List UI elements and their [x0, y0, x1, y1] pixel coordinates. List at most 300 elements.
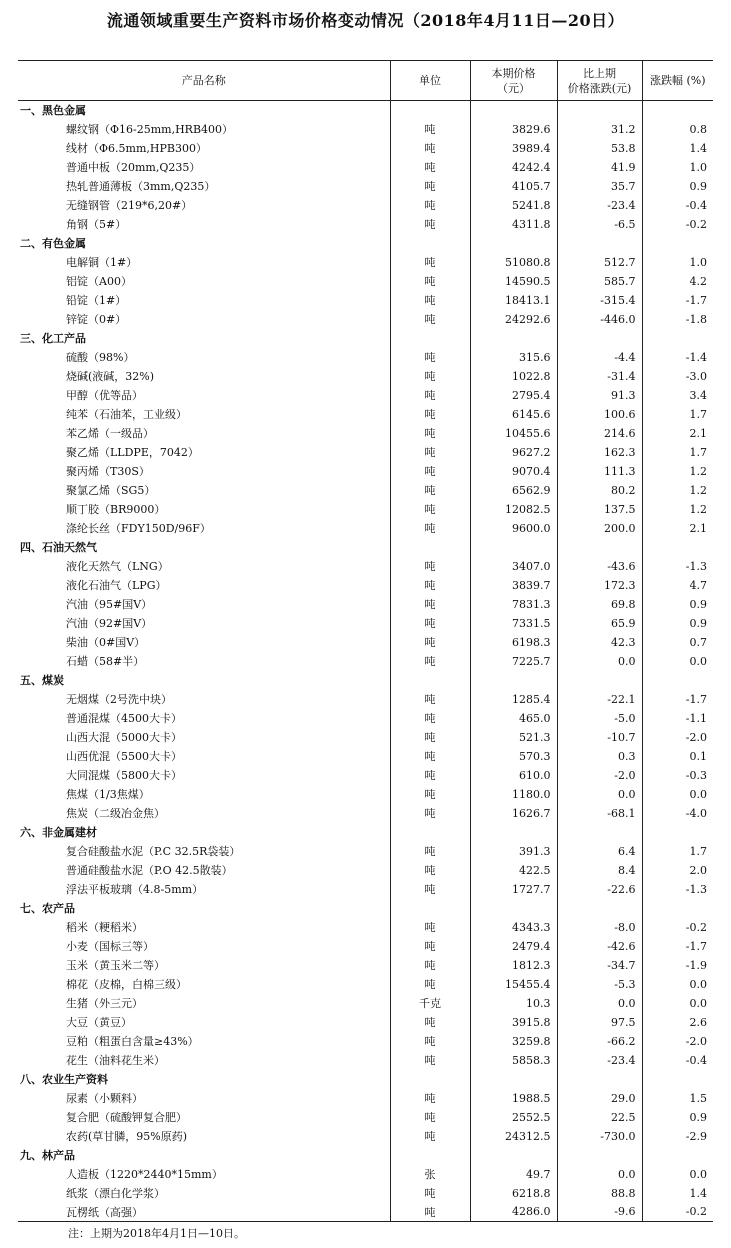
product-name: 大豆（黄豆）: [66, 1016, 132, 1029]
product-name: 生猪（外三元）: [66, 997, 143, 1010]
product-unit: 吨: [390, 196, 470, 215]
table-row: [18, 804, 713, 823]
product-price-change: 0.3: [557, 747, 642, 766]
product-price-change: 137.5: [557, 500, 642, 519]
product-change-percent: -1.3: [642, 557, 713, 576]
product-price: 3915.8: [470, 1013, 557, 1032]
category-unit-cell: [390, 671, 470, 690]
product-name: 普通硅酸盐水泥（P.O 42.5散装）: [66, 864, 233, 877]
table-row: [18, 386, 713, 405]
product-change-percent: 1.0: [642, 253, 713, 272]
header-current-price-line2: （元）: [497, 81, 530, 95]
product-unit: 吨: [390, 709, 470, 728]
product-price-change: 214.6: [557, 424, 642, 443]
category-price-cell: [470, 823, 557, 842]
product-price: 9070.4: [470, 462, 557, 481]
product-price: 4286.0: [470, 1203, 557, 1222]
product-name: 普通中板（20mm,Q235）: [66, 161, 201, 174]
product-name: 汽油（95#国Ⅴ）: [66, 598, 153, 611]
product-price: 610.0: [470, 766, 557, 785]
product-unit: 吨: [390, 1051, 470, 1070]
table-row: [18, 291, 713, 310]
product-price: 2795.4: [470, 386, 557, 405]
product-unit: 吨: [390, 519, 470, 538]
product-price: 6145.6: [470, 405, 557, 424]
product-unit: 吨: [390, 405, 470, 424]
product-price: 5241.8: [470, 196, 557, 215]
table-row: [18, 177, 713, 196]
product-price: 1812.3: [470, 956, 557, 975]
product-change-percent: -2.9: [642, 1127, 713, 1146]
table-row: [18, 1013, 713, 1032]
category-unit-cell: [390, 234, 470, 253]
product-price-change: 80.2: [557, 481, 642, 500]
category-pct-cell: [642, 538, 713, 557]
product-price: 5858.3: [470, 1051, 557, 1070]
product-price-change: -22.6: [557, 880, 642, 899]
product-name: 大同混煤（5800大卡）: [66, 769, 182, 782]
product-name: 螺纹钢（Φ16-25mm,HRB400）: [66, 123, 234, 136]
product-price: 1180.0: [470, 785, 557, 804]
category-row: [18, 234, 713, 253]
category-pct-cell: [642, 234, 713, 253]
product-price: 14590.5: [470, 272, 557, 291]
table-row: [18, 937, 713, 956]
table-row: [18, 595, 713, 614]
product-price-change: 35.7: [557, 177, 642, 196]
product-price: 3839.7: [470, 576, 557, 595]
product-price: 2479.4: [470, 937, 557, 956]
product-price-change: 31.2: [557, 120, 642, 139]
product-price: 4343.3: [470, 918, 557, 937]
product-change-percent: 2.1: [642, 424, 713, 443]
product-price-change: -8.0: [557, 918, 642, 937]
category-pct-cell: [642, 1146, 713, 1165]
product-change-percent: 0.7: [642, 633, 713, 652]
category-label: 四、石油天然气: [20, 541, 97, 554]
product-unit: 吨: [390, 481, 470, 500]
product-name: 聚丙烯（T30S）: [66, 465, 150, 478]
product-price-change: 0.0: [557, 785, 642, 804]
category-label: 七、农产品: [20, 902, 75, 915]
price-table: [18, 60, 713, 1222]
product-name: 瓦楞纸（高强）: [18, 1203, 390, 1222]
product-price: 24312.5: [470, 1127, 557, 1146]
table-row: [18, 861, 713, 880]
product-name: 复合硅酸盐水泥（P.C 32.5R袋装）: [66, 845, 241, 858]
product-unit: 吨: [390, 937, 470, 956]
product-price-change: 512.7: [557, 253, 642, 272]
product-change-percent: 4.2: [642, 272, 713, 291]
product-price: 315.6: [470, 348, 557, 367]
product-unit: 吨: [390, 956, 470, 975]
product-name: 角钢（5#）: [66, 218, 127, 231]
category-row: [18, 671, 713, 690]
product-price: 10455.6: [470, 424, 557, 443]
table-header: [18, 61, 713, 101]
category-price-cell: [470, 538, 557, 557]
header-current-price-line1: 本期价格: [491, 66, 536, 80]
product-price: 49.7: [470, 1165, 557, 1184]
product-name: 锌锭（0#）: [66, 313, 127, 326]
product-price: 4105.7: [470, 177, 557, 196]
product-name: 柴油（0#国Ⅴ）: [66, 636, 146, 649]
table-row: [18, 728, 713, 747]
product-price: 6218.8: [470, 1184, 557, 1203]
table-row: [18, 272, 713, 291]
category-change-cell: [557, 101, 642, 120]
table-row: [18, 367, 713, 386]
table-row: [18, 1089, 713, 1108]
product-unit: 吨: [390, 1203, 470, 1222]
product-unit: 吨: [390, 557, 470, 576]
product-change-percent: 1.7: [642, 443, 713, 462]
product-change-percent: 0.0: [642, 1165, 713, 1184]
product-change-percent: 4.7: [642, 576, 713, 595]
product-price-change: 97.5: [557, 1013, 642, 1032]
product-price-change: -23.4: [557, 1051, 642, 1070]
product-name: 山西大混（5000大卡）: [66, 731, 182, 744]
header-current-price: [470, 61, 557, 101]
category-change-cell: [557, 823, 642, 842]
product-change-percent: -0.2: [642, 215, 713, 234]
product-name: 热轧普通薄板（3mm,Q235）: [66, 180, 216, 193]
table-row: [18, 1108, 713, 1127]
product-name: 液化石油气（LPG）: [66, 579, 167, 592]
product-price: 9627.2: [470, 443, 557, 462]
product-change-percent: -3.0: [642, 367, 713, 386]
product-change-percent: -1.7: [642, 690, 713, 709]
table-row: [18, 1165, 713, 1184]
product-unit: 吨: [390, 1013, 470, 1032]
product-unit: 吨: [390, 1032, 470, 1051]
product-price-change: -23.4: [557, 196, 642, 215]
product-price-change: -66.2: [557, 1032, 642, 1051]
product-change-percent: 3.4: [642, 386, 713, 405]
product-price-change: 6.4: [557, 842, 642, 861]
table-row: [18, 557, 713, 576]
table-row: [18, 253, 713, 272]
product-unit: 吨: [390, 785, 470, 804]
product-name: 苯乙烯（一级品）: [66, 427, 154, 440]
category-change-cell: [557, 538, 642, 557]
product-price: 15455.4: [470, 975, 557, 994]
category-change-cell: [557, 329, 642, 348]
category-price-cell: [470, 329, 557, 348]
product-price-change: -10.7: [557, 728, 642, 747]
table-row: [18, 424, 713, 443]
table-row: [18, 1051, 713, 1070]
product-name: 焦煤（1/3焦煤）: [66, 788, 150, 801]
table-row: [18, 842, 713, 861]
product-name: 尿素（小颗料）: [66, 1092, 143, 1105]
product-unit: 吨: [390, 842, 470, 861]
category-label: 八、农业生产资料: [20, 1073, 108, 1086]
product-price: 7225.7: [470, 652, 557, 671]
product-price: 3989.4: [470, 139, 557, 158]
product-name: 复合肥（硫酸钾复合肥）: [66, 1111, 187, 1124]
product-price-change: -5.3: [557, 975, 642, 994]
header-product-name: 产品名称: [18, 61, 390, 101]
product-name: 铝锭（A00）: [66, 275, 132, 288]
product-change-percent: -1.9: [642, 956, 713, 975]
category-pct-cell: [642, 823, 713, 842]
table-row: [18, 633, 713, 652]
product-price: 9600.0: [470, 519, 557, 538]
category-row: [18, 538, 713, 557]
category-pct-cell: [642, 101, 713, 120]
product-change-percent: 0.0: [642, 785, 713, 804]
product-change-percent: 0.0: [642, 994, 713, 1013]
product-change-percent: -1.8: [642, 310, 713, 329]
category-pct-cell: [642, 1070, 713, 1089]
category-row: [18, 329, 713, 348]
product-change-percent: -1.3: [642, 880, 713, 899]
category-unit-cell: [390, 329, 470, 348]
product-change-percent: 0.9: [642, 595, 713, 614]
table-row: [18, 1203, 713, 1222]
product-unit: 吨: [390, 310, 470, 329]
product-change-percent: -0.2: [642, 918, 713, 937]
table-row: [18, 139, 713, 158]
product-name: 纯苯（石油苯，工业级）: [66, 408, 187, 421]
category-row: [18, 1146, 713, 1165]
product-name: 纸浆（漂白化学浆）: [66, 1187, 165, 1200]
product-change-percent: 0.9: [642, 1108, 713, 1127]
product-unit: 吨: [390, 918, 470, 937]
product-price-change: 200.0: [557, 519, 642, 538]
table-row: [18, 785, 713, 804]
category-unit-cell: [390, 538, 470, 557]
category-label: 九、林产品: [20, 1149, 75, 1162]
product-unit: 吨: [390, 1184, 470, 1203]
product-name: 农药(草甘膦，95%原药): [66, 1130, 188, 1143]
product-price: 465.0: [470, 709, 557, 728]
product-price-change: -34.7: [557, 956, 642, 975]
product-name: 硫酸（98%）: [66, 351, 135, 364]
product-price-change: 91.3: [557, 386, 642, 405]
product-unit: 吨: [390, 1127, 470, 1146]
product-unit: 吨: [390, 386, 470, 405]
product-unit: 吨: [390, 1089, 470, 1108]
product-price-change: 65.9: [557, 614, 642, 633]
category-price-cell: [470, 899, 557, 918]
product-unit: 吨: [390, 424, 470, 443]
category-unit-cell: [390, 823, 470, 842]
product-unit: 千克: [390, 994, 470, 1013]
table-row: [18, 481, 713, 500]
product-unit: 吨: [390, 614, 470, 633]
product-price-change: 41.9: [557, 158, 642, 177]
product-price: 3407.0: [470, 557, 557, 576]
category-pct-cell: [642, 329, 713, 348]
product-change-percent: 0.8: [642, 120, 713, 139]
product-price-change: -22.1: [557, 690, 642, 709]
category-label: 二、有色金属: [20, 237, 86, 250]
product-price-change: 29.0: [557, 1089, 642, 1108]
category-row: [18, 823, 713, 842]
product-price: 521.3: [470, 728, 557, 747]
product-price-change: 0.0: [557, 652, 642, 671]
product-price-change: -9.6: [557, 1203, 642, 1222]
product-change-percent: -2.0: [642, 728, 713, 747]
product-change-percent: -1.4: [642, 348, 713, 367]
product-change-percent: -0.3: [642, 766, 713, 785]
product-price-change: 111.3: [557, 462, 642, 481]
product-change-percent: -1.7: [642, 291, 713, 310]
product-price-change: 53.8: [557, 139, 642, 158]
table-row: [18, 405, 713, 424]
product-name: 无缝钢管（219*6,20#）: [66, 199, 193, 212]
table-row: [18, 158, 713, 177]
product-price-change: -730.0: [557, 1127, 642, 1146]
product-price: 18413.1: [470, 291, 557, 310]
category-change-cell: [557, 899, 642, 918]
product-change-percent: -0.4: [642, 1051, 713, 1070]
product-unit: 吨: [390, 177, 470, 196]
table-row: [18, 443, 713, 462]
product-price-change: 0.0: [557, 1165, 642, 1184]
product-unit: 吨: [390, 215, 470, 234]
category-change-cell: [557, 1070, 642, 1089]
product-price-change: -5.0: [557, 709, 642, 728]
product-name: 顺丁胶（BR9000）: [66, 503, 166, 516]
product-unit: 吨: [390, 975, 470, 994]
product-unit: 吨: [390, 253, 470, 272]
product-price-change: 100.6: [557, 405, 642, 424]
product-unit: 吨: [390, 1108, 470, 1127]
product-unit: 吨: [390, 120, 470, 139]
product-price: 6198.3: [470, 633, 557, 652]
table-row: [18, 614, 713, 633]
table-row: [18, 519, 713, 538]
category-unit-cell: [390, 899, 470, 918]
product-change-percent: -0.2: [642, 1203, 713, 1222]
table-row: [18, 576, 713, 595]
table-row: [18, 1184, 713, 1203]
product-name: 普通混煤（4500大卡）: [66, 712, 182, 725]
product-price-change: 162.3: [557, 443, 642, 462]
product-name: 甲醇（优等品）: [66, 389, 143, 402]
product-name: 焦炭（二级冶金焦）: [66, 807, 165, 820]
category-unit-cell: [390, 1146, 470, 1165]
table-row: [18, 196, 713, 215]
product-unit: 吨: [390, 804, 470, 823]
table-row: [18, 120, 713, 139]
category-price-cell: [470, 1146, 557, 1165]
product-price: 12082.5: [470, 500, 557, 519]
table-row: [18, 709, 713, 728]
product-change-percent: 1.2: [642, 462, 713, 481]
footnote: 注：上期为2018年4月1日—10日。: [68, 1227, 245, 1240]
category-label: 五、煤炭: [20, 674, 64, 687]
product-price-change: 22.5: [557, 1108, 642, 1127]
product-unit: 吨: [390, 880, 470, 899]
product-change-percent: 0.9: [642, 177, 713, 196]
product-price-change: -4.4: [557, 348, 642, 367]
product-price-change: -6.5: [557, 215, 642, 234]
product-change-percent: -4.0: [642, 804, 713, 823]
product-price: 4311.8: [470, 215, 557, 234]
product-price: 24292.6: [470, 310, 557, 329]
product-price: 3829.6: [470, 120, 557, 139]
product-unit: 吨: [390, 690, 470, 709]
product-price: 51080.8: [470, 253, 557, 272]
product-change-percent: 2.0: [642, 861, 713, 880]
product-name: 聚氯乙烯（SG5）: [66, 484, 156, 497]
product-price: 1988.5: [470, 1089, 557, 1108]
category-price-cell: [470, 1070, 557, 1089]
category-change-cell: [557, 671, 642, 690]
table-row: [18, 956, 713, 975]
product-change-percent: -2.0: [642, 1032, 713, 1051]
product-name: 汽油（92#国Ⅴ）: [66, 617, 153, 630]
product-change-percent: 2.1: [642, 519, 713, 538]
product-price: 1285.4: [470, 690, 557, 709]
page-title: 流通领域重要生产资料市场价格变动情况（2018年4月11日—20日）: [106, 11, 625, 30]
product-price-change: 88.8: [557, 1184, 642, 1203]
product-change-percent: -1.7: [642, 937, 713, 956]
product-price: 1727.7: [470, 880, 557, 899]
product-name: 人造板（1220*2440*15mm）: [66, 1168, 223, 1181]
table-row: [18, 652, 713, 671]
product-unit: 吨: [390, 652, 470, 671]
table-row: [18, 500, 713, 519]
category-change-cell: [557, 234, 642, 253]
table-row: [18, 994, 713, 1013]
product-change-percent: 0.9: [642, 614, 713, 633]
header-price-change: [557, 61, 642, 101]
table-row: [18, 215, 713, 234]
product-unit: 吨: [390, 766, 470, 785]
category-price-cell: [470, 671, 557, 690]
table-row: [18, 348, 713, 367]
product-unit: 吨: [390, 139, 470, 158]
product-price-change: 69.8: [557, 595, 642, 614]
category-row: [18, 101, 713, 120]
product-change-percent: 2.6: [642, 1013, 713, 1032]
product-price-change: -31.4: [557, 367, 642, 386]
product-price: 4242.4: [470, 158, 557, 177]
product-price: 570.3: [470, 747, 557, 766]
product-unit: 吨: [390, 272, 470, 291]
header-unit: 单位: [390, 61, 470, 101]
header-change-percent: 涨跌幅 (%): [642, 61, 713, 101]
product-price-change: -42.6: [557, 937, 642, 956]
product-name: 液化天然气（LNG）: [66, 560, 169, 573]
product-unit: 吨: [390, 595, 470, 614]
product-price-change: 585.7: [557, 272, 642, 291]
product-unit: 吨: [390, 158, 470, 177]
product-unit: 张: [390, 1165, 470, 1184]
category-pct-cell: [642, 671, 713, 690]
product-name: 线材（Φ6.5mm,HPB300）: [66, 142, 207, 155]
product-name: 稻米（粳稻米）: [66, 921, 143, 934]
product-price-change: -446.0: [557, 310, 642, 329]
category-price-cell: [470, 101, 557, 120]
product-change-percent: 1.2: [642, 500, 713, 519]
product-unit: 吨: [390, 462, 470, 481]
product-name: 涤纶长丝（FDY150D/96F）: [66, 522, 211, 535]
header-price-change-line1: 比上期: [583, 66, 616, 80]
category-label: 三、化工产品: [20, 332, 86, 345]
product-change-percent: -0.4: [642, 196, 713, 215]
product-unit: 吨: [390, 747, 470, 766]
product-change-percent: 0.1: [642, 747, 713, 766]
product-price-change: -43.6: [557, 557, 642, 576]
product-price-change: -2.0: [557, 766, 642, 785]
product-change-percent: -1.1: [642, 709, 713, 728]
